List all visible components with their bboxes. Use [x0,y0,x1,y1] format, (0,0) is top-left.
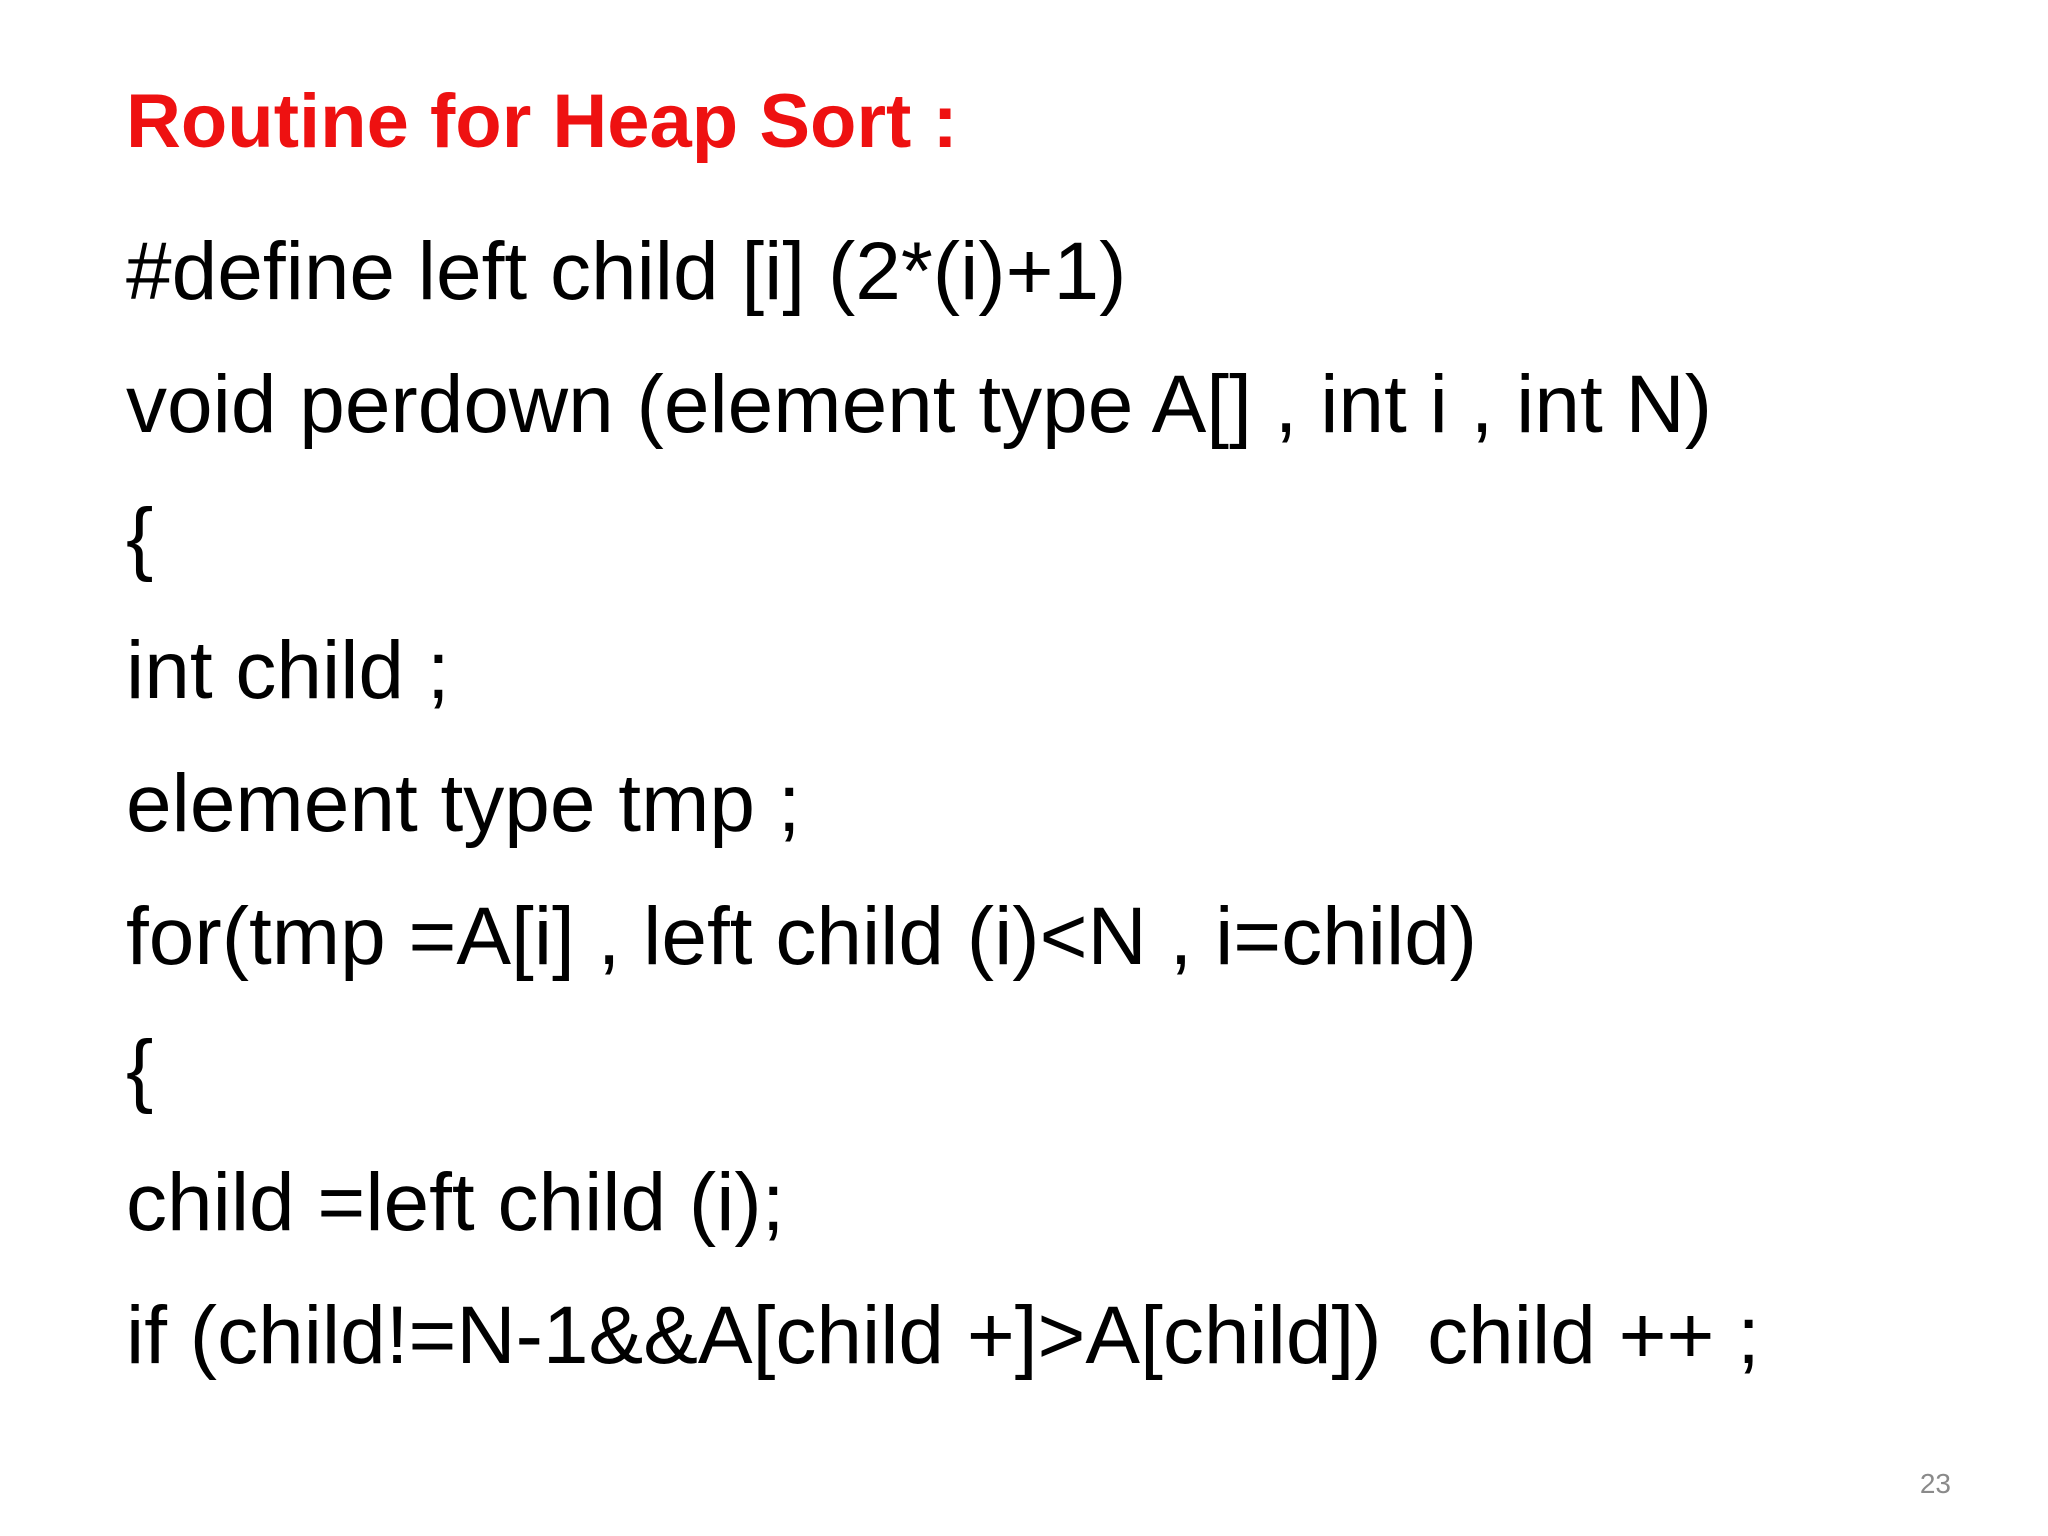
code-line: { [126,1024,154,1115]
code-line: { [126,492,154,583]
code-line: element type tmp ; [126,758,801,849]
page-number: 23 [1919,1468,1951,1499]
code-line: child =left child (i); [126,1157,785,1248]
code-line: #define left child [i] (2*(i)+1) [126,226,1127,317]
code-line: int child ; [126,625,450,716]
code-line: void perdown (element type A[] , int i , int N) [126,359,1713,450]
code-line: if (child!=N-1&&A[child +]>A[child]) child ++ ; [126,1290,1760,1381]
code-block [126,205,1760,1402]
slide-title: Routine for Heap Sort : [126,79,958,164]
code-line: for(tmp =A[i] , left child (i)<N , i=child) [126,891,1478,982]
